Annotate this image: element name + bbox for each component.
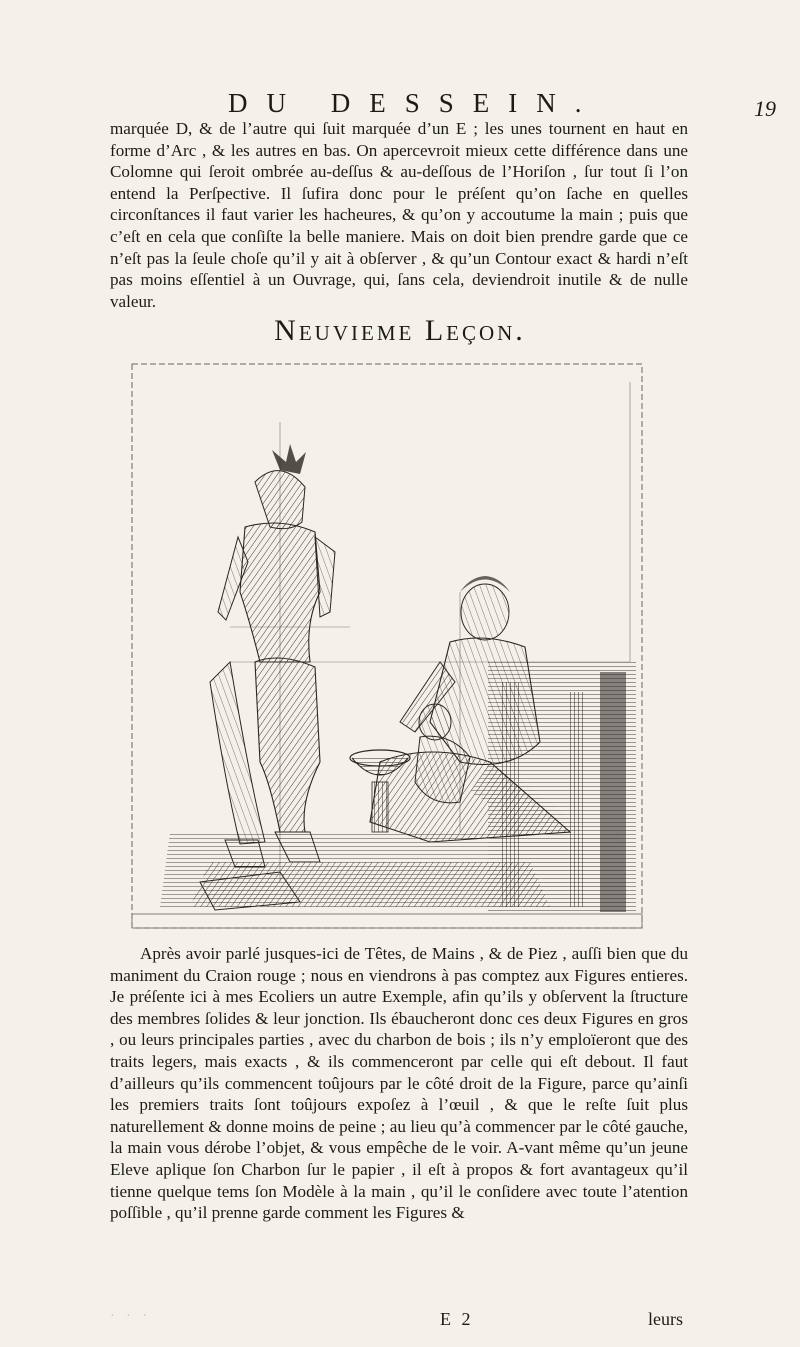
- page-number: 19: [754, 96, 776, 121]
- lesson-heading: Neuvieme Leçon.: [274, 314, 526, 347]
- ink-smudge: · · ·: [110, 1309, 151, 1324]
- signature-mark: E 2: [440, 1309, 474, 1329]
- engraving-illustration: [130, 362, 650, 932]
- catchword: leurs: [648, 1309, 683, 1329]
- standing-figure: [210, 444, 335, 867]
- body-paragraph-2: Après avoir parlé jusques-ici de Têtes, de Mains , & de Piez , auſſi bien que du maniment du Craion rouge ; nous en viendrons à pas comptez aux Figures entieres. Je préſente ici à mes Ecoliers un autre Exemple, afin qu’ils y obſervent la ſtructure des membres ſolides & leur jonction. Ils ébaucheront donc ces deux Figures en gros , ou leurs principales parties , avec du charbon de bois ; ils n’y emploïeront que des traits legers, mais exacts , & ils commenceront par celle qui eſt debout. Il faut d’ailleurs qu’ils commencent toûjours par le côté droit de la Figure, parce qu’ainſi les premiers traits ſont toûjours expoſez à l’œuil , & que le reſte ſuit plus naturellement & donne moins de peine ; au lieu qu’à commencer par le côté gauche, la main vous dérobe l’objet, & vous empêche de le voir. A-vant même qu’un jeune Eleve aplique ſon Charbon ſur le papier , il eſt à propos & fort avantageux qu’il tienne quelque tems ſon Modèle à la main , qu’il le conſidere avec toute l’atention poſſible , qu’il prenne garde comment les Figures &: [110, 944, 688, 1223]
- body-paragraph-1: marquée D, & de l’autre qui ſuit marquée d’un E ; les unes tournent en haut en forme d’Arc , & les autres en bas. On apercevroit mieux cette différence dans une Colomne qui ſeroit ombrée au-deſſus & au-deſſous de l’Horiſon , ſur tout ſi l’on entend la Perſpective. Il ſufira donc pour le préſent qu’on ſache en quelles circonſtances il faut varier les hacheures, & qu’on y accoutume la main ; puis que c’eſt en cela que conſiſte la belle maniere. Mais on doit bien prendre garde que ce n’eſt pas la ſeule choſe qu’il y ait à obſerver , & qu’un Contour exact & hardi n’eſt pas moins eſſentiel à un Ouvrage, qui, ſans cela, deviendroit inutile & de nulle valeur.: [110, 119, 688, 311]
- running-title: DU DESSEIN.: [228, 88, 601, 118]
- engraved-plate: [130, 362, 650, 932]
